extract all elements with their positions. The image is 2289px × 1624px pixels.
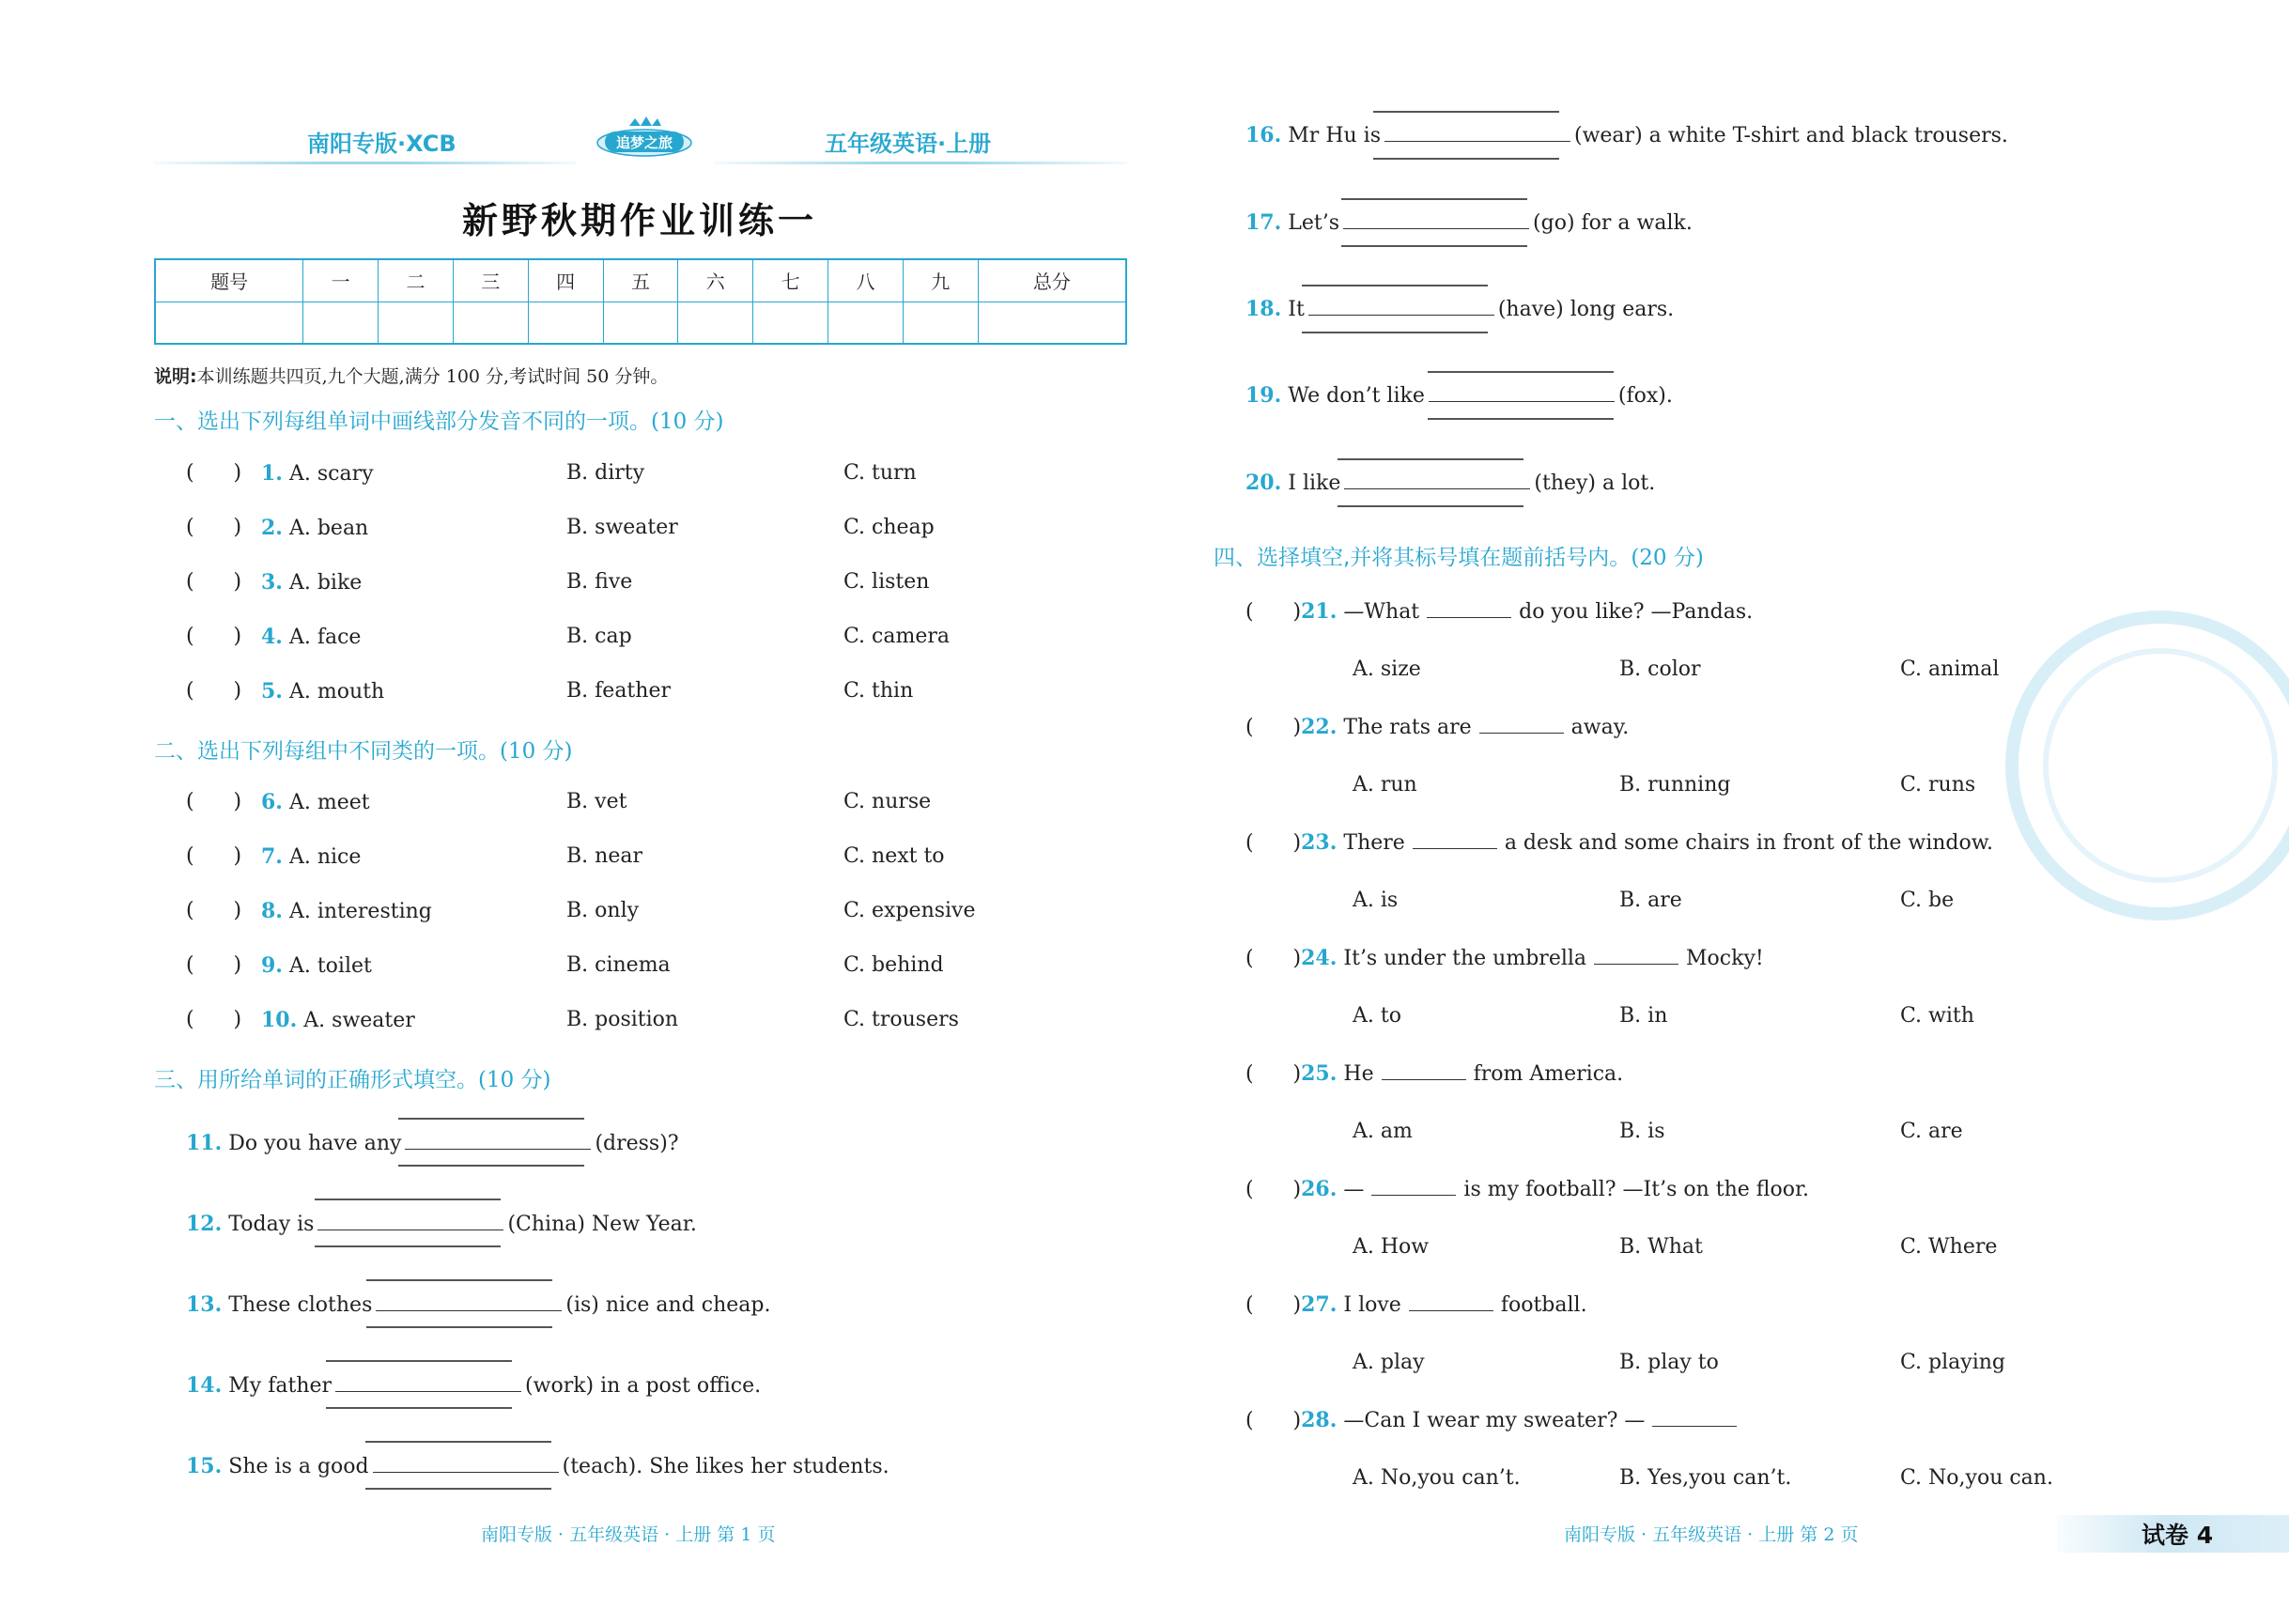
writing-guide-line (365, 1441, 551, 1443)
option-b: B. are (1619, 889, 1682, 912)
question-number: 23. (1301, 830, 1338, 855)
instructions-note (154, 363, 668, 388)
score-entry-cell[interactable] (753, 302, 828, 344)
answer-line[interactable] (1344, 472, 1530, 489)
score-header-cell: 题号 (155, 259, 303, 302)
score-header-cell: 八 (828, 259, 904, 302)
score-header-cell: 三 (453, 259, 528, 302)
writing-guide-line (366, 1326, 552, 1328)
option-b: B. cinema (566, 953, 671, 977)
question-number: 1. (261, 461, 283, 486)
question-suffix: a desk and some chairs in front of the window. (1504, 831, 1993, 855)
question-prefix: It’s under the umbrella (1343, 947, 1587, 970)
option-c: C. playing (1900, 1351, 2005, 1374)
option-b: B. near (566, 844, 642, 868)
option-b: B. position (566, 1008, 679, 1031)
option-a: A. How (1353, 1235, 1430, 1259)
score-entry-cell[interactable] (603, 302, 678, 344)
writing-guide-line (326, 1407, 512, 1409)
question-suffix: football. (1500, 1293, 1587, 1317)
option-a: A. to (1353, 1004, 1401, 1028)
writing-guide-line (365, 1488, 551, 1490)
writing-guide-line (1338, 505, 1523, 507)
choice-question (1245, 1061, 1623, 1086)
question-suffix: (have) long ears. (1497, 298, 1675, 321)
option-c: C. expensive (843, 899, 976, 922)
option-a: A. sweater (303, 1009, 415, 1032)
question-suffix: (go) for a walk. (1533, 211, 1693, 235)
answer-line[interactable] (317, 1214, 503, 1230)
option-c: C. thin (843, 679, 914, 703)
score-header-cell: 一 (303, 259, 379, 302)
option-c: C. No,you can. (1900, 1466, 2053, 1490)
option-a: A. bike (288, 571, 363, 595)
option-b: B. is (1619, 1120, 1665, 1143)
answer-blank[interactable] (1594, 948, 1678, 965)
option-c: C. next to (843, 844, 945, 868)
option-b: B. color (1619, 657, 1701, 681)
answer-line[interactable] (1384, 125, 1570, 142)
question-suffix: from America. (1473, 1062, 1624, 1086)
option-c: C. camera (843, 625, 950, 648)
question-suffix: (wear) a white T-shirt and black trousers. (1574, 124, 2008, 147)
fill-question (186, 1373, 761, 1398)
answer-blank[interactable] (1371, 1179, 1456, 1196)
section-2-points: (10 分) (500, 739, 573, 764)
fill-question (186, 1212, 697, 1236)
question-prefix: Let’s (1288, 211, 1340, 235)
option-a: A. nice (288, 845, 362, 869)
score-entry-cell[interactable] (379, 302, 454, 344)
answer-line[interactable] (373, 1456, 559, 1473)
writing-guide-line (398, 1118, 584, 1120)
option-a: A. bean (288, 517, 369, 540)
option-a: A. size (1353, 657, 1421, 681)
question-prefix: Mr Hu is (1288, 124, 1381, 147)
question-number: 7. (261, 844, 283, 869)
option-c: C. animal (1900, 657, 2000, 681)
question-suffix: do you like? —Pandas. (1519, 600, 1754, 624)
fill-question (186, 1454, 889, 1478)
answer-bracket[interactable]: ( ) (1245, 831, 1302, 855)
question-number: 12. (186, 1212, 223, 1236)
question-number: 17. (1245, 210, 1282, 235)
writing-guide-line (1302, 285, 1488, 286)
answer-bracket[interactable]: ( ) (186, 625, 242, 648)
score-header-cell: 总分 (978, 259, 1126, 302)
watermark-seal-ring (2043, 648, 2278, 883)
answer-blank[interactable] (1479, 717, 1564, 734)
fill-question (186, 1131, 679, 1155)
answer-line[interactable] (1308, 299, 1494, 316)
answer-bracket[interactable]: ( ) (1245, 1062, 1302, 1086)
question-number: 15. (186, 1454, 223, 1478)
question-number: 27. (1301, 1292, 1338, 1317)
option-b: B. only (566, 899, 640, 922)
question-number: 24. (1301, 946, 1338, 970)
answer-bracket[interactable]: ( ) (186, 953, 242, 977)
option-c: C. runs (1900, 773, 1976, 797)
writing-guide-line (1428, 371, 1614, 373)
paper-number: 试卷 4 (2142, 1522, 2214, 1549)
score-entry-cell[interactable] (155, 302, 303, 344)
question-number: 16. (1245, 123, 1282, 147)
question-prefix: We don’t like (1288, 384, 1425, 408)
answer-bracket[interactable]: ( ) (1245, 947, 1302, 970)
question-prefix: —Can I wear my sweater? — (1343, 1409, 1646, 1432)
score-header-cell: 七 (753, 259, 828, 302)
page-footer-left: 南阳专版 · 五年级英语 · 上册 第 1 页 (481, 1524, 776, 1545)
note-label: 说明: (154, 366, 197, 387)
section-4-heading: 四、选择填空,并将其标号填在题前括号内。 (1214, 546, 1632, 570)
score-header-cell: 九 (903, 259, 978, 302)
writing-guide-line (1428, 418, 1614, 420)
question-number: 6. (261, 790, 283, 814)
answer-bracket[interactable]: ( ) (1245, 1293, 1302, 1317)
fill-question (1245, 297, 1674, 321)
answer-bracket[interactable]: ( ) (1245, 600, 1302, 624)
writing-guide-line (366, 1279, 552, 1281)
question-prefix: —What (1343, 600, 1420, 624)
option-a: A. meet (288, 791, 370, 814)
header-grade: 五年级英语·上册 (825, 131, 992, 157)
question-suffix: (is) nice and cheap. (565, 1293, 771, 1317)
question-number: 22. (1301, 715, 1338, 739)
answer-bracket[interactable]: ( ) (1245, 1409, 1302, 1432)
section-3-title (154, 1062, 551, 1093)
score-entry-cell[interactable] (828, 302, 904, 344)
score-entry-cell[interactable] (978, 302, 1126, 344)
question-suffix: (teach). She likes her students. (562, 1455, 889, 1478)
writing-guide-line (1341, 245, 1527, 247)
question-prefix: These clothes (228, 1293, 373, 1317)
answer-bracket[interactable]: ( ) (186, 461, 242, 485)
logo-emblem-icon (592, 115, 697, 163)
answer-line[interactable] (1429, 385, 1615, 402)
question-number: 19. (1245, 383, 1282, 408)
score-entry-cell[interactable] (303, 302, 379, 344)
answer-line[interactable] (335, 1375, 521, 1392)
answer-bracket[interactable]: ( ) (186, 516, 242, 539)
logo-text: 追梦之旅 (615, 134, 673, 151)
writing-guide-line (398, 1165, 584, 1167)
option-a: A. face (288, 626, 362, 649)
question-suffix: (work) in a post office. (525, 1374, 762, 1398)
answer-line[interactable] (405, 1133, 591, 1150)
score-header-cell: 二 (379, 259, 454, 302)
option-b: B. vet (566, 790, 627, 813)
option-c: C. with (1900, 1004, 1974, 1028)
section-1-heading: 一、选出下列每组单词中画线部分发音不同的一项。 (154, 410, 651, 434)
question-suffix: (China) New Year. (507, 1213, 697, 1236)
section-2-title (154, 734, 573, 765)
option-a: A. am (1353, 1120, 1413, 1143)
question-number: 9. (261, 953, 283, 978)
score-table-header-row (155, 259, 1126, 302)
question-prefix: Today is (228, 1213, 315, 1236)
option-c: C. nurse (843, 790, 932, 813)
question-suffix: (dress)? (595, 1132, 679, 1155)
question-number: 28. (1301, 1408, 1338, 1432)
writing-guide-line (1341, 198, 1527, 200)
choice-question (1245, 946, 1764, 970)
question-number: 2. (261, 516, 283, 540)
question-number: 3. (261, 570, 283, 595)
answer-bracket[interactable]: ( ) (186, 679, 242, 703)
option-b: B. dirty (566, 461, 645, 485)
score-entry-cell[interactable] (528, 302, 603, 344)
fill-question (1245, 471, 1655, 495)
score-entry-cell[interactable] (678, 302, 753, 344)
option-c: C. listen (843, 570, 930, 594)
score-entry-cell[interactable] (903, 302, 978, 344)
option-a: A. run (1353, 773, 1417, 797)
answer-bracket[interactable]: ( ) (186, 899, 242, 922)
fill-question (186, 1292, 770, 1317)
question-suffix: is my football? —It’s on the floor. (1463, 1178, 1810, 1201)
question-number: 5. (261, 679, 283, 704)
score-table (154, 258, 1127, 345)
question-number: 10. (261, 1008, 298, 1032)
option-c: C. behind (843, 953, 944, 977)
question-number: 13. (186, 1292, 223, 1317)
header-edition: 南阳专版·XCB (307, 131, 456, 157)
option-b: B. Yes,you can’t. (1619, 1466, 1792, 1490)
fill-question (1245, 383, 1673, 408)
question-prefix: — (1343, 1178, 1365, 1201)
option-a: A. toilet (288, 954, 372, 978)
question-number: 8. (261, 899, 283, 923)
option-c: C. trousers (843, 1008, 959, 1031)
answer-blank[interactable] (1382, 1063, 1466, 1080)
option-b: B. five (566, 570, 633, 594)
fill-question (1245, 210, 1693, 235)
section-3-heading: 三、用所给单词的正确形式填空。 (154, 1068, 478, 1092)
section-4-points: (20 分) (1631, 546, 1704, 570)
option-a: A. play (1353, 1351, 1425, 1374)
score-header-cell: 五 (603, 259, 678, 302)
writing-guide-line (1338, 458, 1523, 460)
note-text: 本训练题共四页,九个大题,满分 100 分,考试时间 50 分钟。 (196, 366, 669, 387)
question-number: 20. (1245, 471, 1282, 495)
section-3-points: (10 分) (478, 1068, 551, 1092)
section-1-points: (10 分) (651, 410, 724, 434)
question-suffix: (fox). (1617, 384, 1673, 408)
question-prefix: The rats are (1343, 716, 1472, 739)
choice-question (1245, 1177, 1809, 1201)
question-number: 14. (186, 1373, 223, 1398)
score-header-cell: 四 (528, 259, 603, 302)
answer-bracket[interactable]: ( ) (186, 790, 242, 813)
question-number: 18. (1245, 297, 1282, 321)
choice-question (1245, 599, 1753, 624)
option-b: B. running (1619, 773, 1731, 797)
option-a: A. scary (288, 462, 374, 486)
answer-blank[interactable] (1652, 1410, 1737, 1427)
choice-question (1245, 830, 1993, 855)
answer-bracket[interactable]: ( ) (1245, 716, 1302, 739)
writing-guide-line (315, 1199, 501, 1200)
section-4-title (1214, 540, 1704, 571)
question-suffix: (they) a lot. (1534, 472, 1656, 495)
option-c: C. turn (843, 461, 917, 485)
answer-bracket[interactable]: ( ) (1245, 1178, 1302, 1201)
question-prefix: Do you have any (228, 1132, 402, 1155)
page-footer-right: 南阳专版 · 五年级英语 · 上册 第 2 页 (1564, 1524, 1859, 1545)
answer-line[interactable] (1343, 212, 1529, 229)
option-b: B. feather (566, 679, 671, 703)
choice-question (1245, 1408, 1744, 1432)
writing-guide-line (315, 1245, 501, 1247)
question-prefix: My father (228, 1374, 333, 1398)
writing-guide-line (1302, 332, 1488, 333)
option-b: B. play to (1619, 1351, 1719, 1374)
choice-question (1245, 715, 1629, 739)
option-c: C. cheap (843, 516, 935, 539)
header-rule-left (154, 162, 577, 164)
fill-question (1245, 123, 2008, 147)
question-prefix: I like (1288, 472, 1341, 495)
option-a: A. mouth (288, 680, 385, 704)
option-c: C. are (1900, 1120, 1963, 1143)
option-a: A. is (1353, 889, 1399, 912)
question-suffix: away. (1570, 716, 1630, 739)
answer-blank[interactable] (1427, 601, 1511, 618)
answer-bracket[interactable]: ( ) (186, 1008, 242, 1031)
question-number: 11. (186, 1131, 223, 1155)
option-b: B. sweater (566, 516, 678, 539)
question-number: 4. (261, 625, 283, 649)
question-prefix: He (1343, 1062, 1374, 1086)
question-suffix: Mocky! (1686, 947, 1764, 970)
option-b: B. in (1619, 1004, 1668, 1028)
section-1-title (154, 404, 724, 435)
score-table-entry-row (155, 302, 1126, 344)
option-c: C. Where (1900, 1235, 1998, 1259)
option-b: B. What (1619, 1235, 1703, 1259)
question-number: 25. (1301, 1061, 1338, 1086)
option-b: B. cap (566, 625, 632, 648)
choice-question (1245, 1292, 1587, 1317)
question-prefix: She is a good (228, 1455, 369, 1478)
writing-guide-line (1373, 111, 1559, 113)
score-header-cell: 六 (678, 259, 753, 302)
option-c: C. be (1900, 889, 1955, 912)
question-prefix: I love (1343, 1293, 1401, 1317)
section-2-heading: 二、选出下列每组中不同类的一项。 (154, 739, 500, 764)
answer-blank[interactable] (1409, 1294, 1493, 1311)
writing-guide-line (1373, 158, 1559, 160)
question-number: 26. (1301, 1177, 1338, 1201)
answer-blank[interactable] (1413, 832, 1497, 849)
answer-bracket[interactable]: ( ) (186, 844, 242, 868)
page-title: 新野秋期作业训练一 (461, 200, 817, 241)
header-rule-right (714, 162, 1127, 164)
option-a: A. No,you can’t. (1353, 1466, 1521, 1490)
question-prefix: There (1343, 831, 1405, 855)
question-prefix: It (1288, 298, 1305, 321)
answer-bracket[interactable]: ( ) (186, 570, 242, 594)
option-a: A. interesting (288, 900, 432, 923)
writing-guide-line (326, 1360, 512, 1362)
score-entry-cell[interactable] (453, 302, 528, 344)
paper-number-tag (2057, 1515, 2289, 1553)
question-number: 21. (1301, 599, 1338, 624)
answer-line[interactable] (376, 1294, 562, 1311)
